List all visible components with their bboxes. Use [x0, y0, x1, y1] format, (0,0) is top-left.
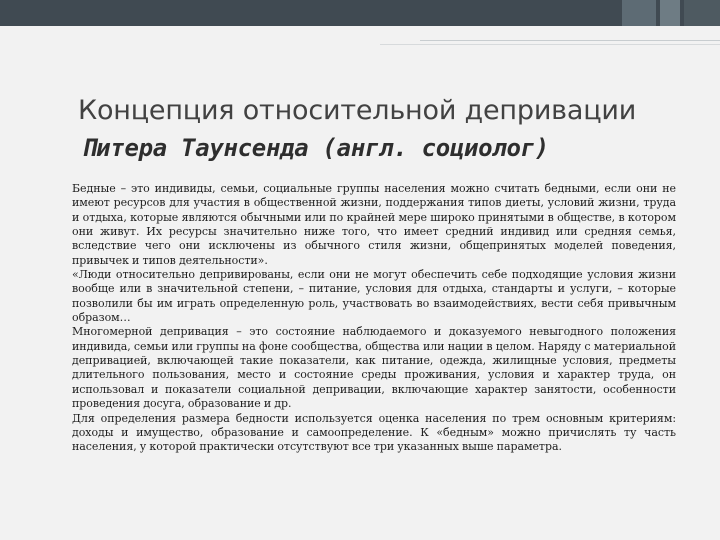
slide-body [72, 182, 676, 455]
body-paragraph: Многомерной депривация – это состояние наблюдаемого и доказуемого невыгодного положения индивида, семьи или группы на фоне сообщества, общества или нации в целом. Наряду с материальной депривацией, включающей такие показатели, как питание, одежда, жилищные условия, предметы длительного пользования, место и состояние среды проживания, условия и характер труда, он использовал и показатели социальной депривации, включающие характер занятости, особенности проведения досуга, образование и др. [72, 325, 676, 411]
slide-title: Концепция относительной депривации [78, 95, 637, 126]
top-bar-accent-block [660, 0, 680, 26]
decorative-rule [380, 44, 720, 45]
top-bar-accent-block [684, 0, 720, 26]
decorative-rule [420, 40, 720, 41]
top-decorative-bar [0, 0, 720, 26]
body-paragraph: «Люди относительно депривированы, если они не могут обеспечить себе подходящие условия жизни вообще или в значительной степени, – питание, условия для отдыха, стандарты и услуги, – которые позволили бы им играть определенную роль, участвовать во взаимодействиях, вести себя привычным образом… [72, 268, 676, 325]
slide-subtitle: Питера Таунсенда (англ. социолог) [82, 134, 549, 162]
body-paragraph: Бедные – это индивиды, семьи, социальные группы населения можно считать бедными, если они не имеют ресурсов для участия в общественной жизни, поддержания типов диеты, условий жизни, труда и отдыха, которые являются обычными или по крайней мере широко принятыми в обществе, в котором они живут. Их ресурсы значительно ниже того, что имеет средний индивид или средняя семья, вследствие чего они исключены из обычного стиля жизни, общепринятых моделей поведения, привычек и типов деятельности». [72, 182, 676, 267]
body-paragraph: Для определения размера бедности используется оценка населения по трем основным критериям: доходы и имущество, образование и самоопределение. К «бедным» можно причислять ту часть населения, у которой практически отсутствуют все три указанных выше параметра. [72, 411, 676, 454]
top-bar-accent-block [622, 0, 656, 26]
